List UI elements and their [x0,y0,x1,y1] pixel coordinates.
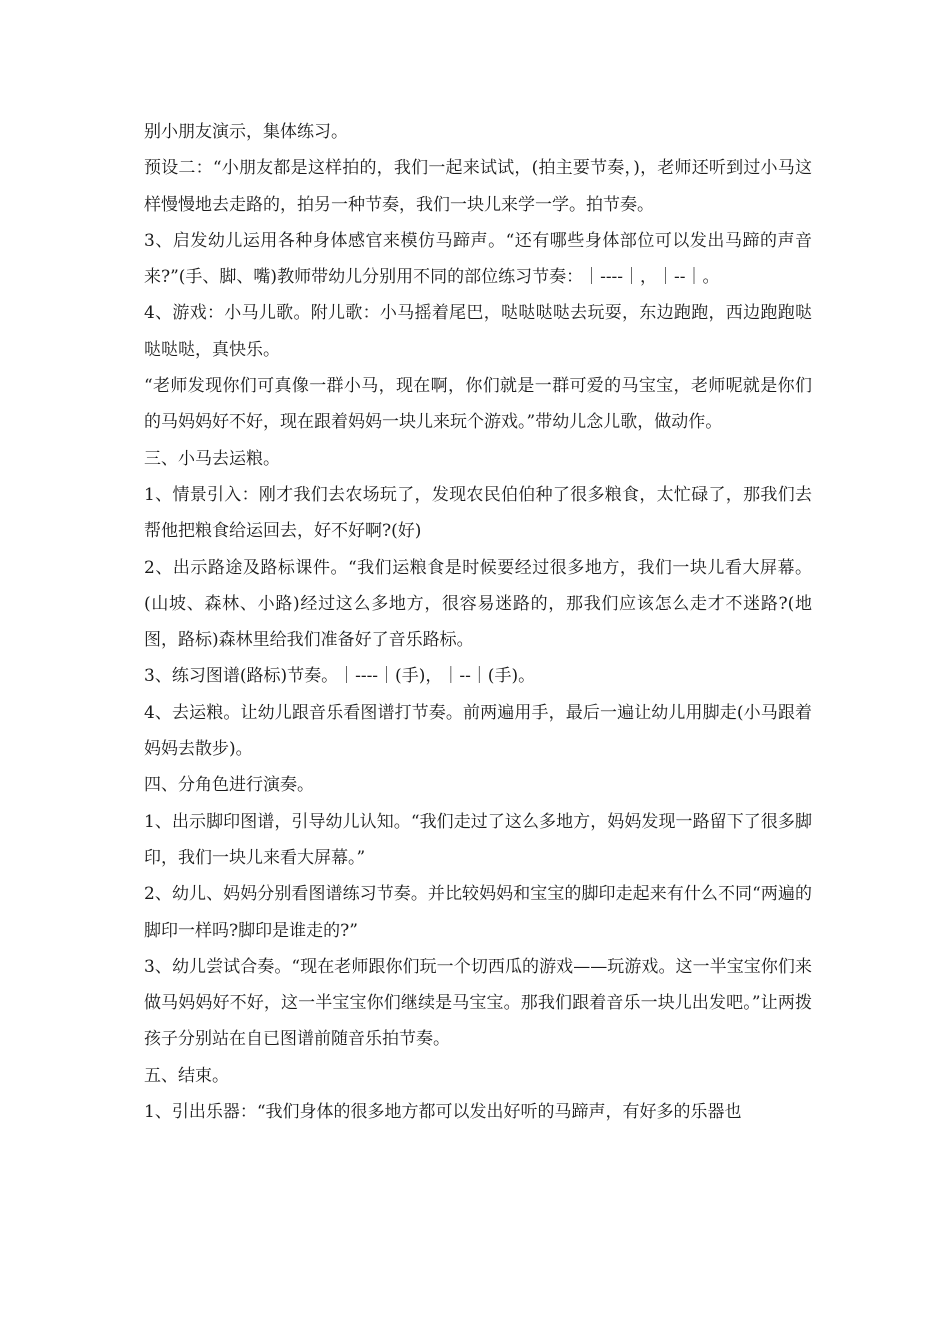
section-heading-4: 四、分角色进行演奏。 [144,775,314,796]
paragraph-teacher-quote: “老师发现你们可真像一群小马，现在啊，你们就是一群可爱的马宝宝，老师呢就是你们的马妈妈好不好，现在跟着妈妈一块儿来玩个游戏。”带幼儿念儿歌，做动作。 [144,376,812,433]
paragraph-compare-footprints: 2、幼儿、妈妈分别看图谱练习节奏。并比较妈妈和宝宝的脚印走起来有什么不同“两遍的脚印一样吗?脚印是谁走的?” [144,884,812,941]
paragraph-preset-two: 预设二：“小朋友都是这样拍的，我们一起来试试，(拍主要节奏，)，老师还听到过小马这样慢慢地去走路的，拍另一种节奏，我们一块儿来学一学。拍节奏。 [144,158,812,215]
paragraph-step-3-body-sounds: 3、启发幼儿运用各种身体感官来模仿马蹄声。“还有哪些身体部位可以发出马蹄的声音来?”(手、脚、嘴)教师带幼儿分别用不同的部位练习节奏：｜----｜，｜--｜。 [144,230,812,288]
paragraph-transport-grain: 4、去运粮。让幼儿跟音乐看图谱打节奏。前两遍用手，最后一遍让幼儿用脚走(小马跟着妈妈去散步)。 [144,702,812,760]
paragraph-instruments: 1、引出乐器：“我们身体的很多地方都可以发出好听的马蹄声，有好多的乐器也 [144,1102,742,1123]
paragraph-step-4-game: 4、游戏：小马儿歌。附儿歌：小马摇着尾巴，哒哒哒哒去玩耍，东边跑跑，西边跑跑哒哒哒哒，真快乐。 [144,303,812,360]
paragraph-practice-rhythm: 3、练习图谱(路标)节奏。｜----｜(手)，｜--｜(手)。 [144,666,536,687]
paragraph-ensemble: 3、幼儿尝试合奏。“现在老师跟你们玩一个切西瓜的游戏——玩游戏。这一半宝宝你们来做马妈妈好不好，这一半宝宝你们继续是马宝宝。那我们跟着音乐一块儿出发吧。”让两拨孩子分别站在自已图谱前随音乐拍节奏。 [144,956,812,1050]
paragraph-route-courseware: 2、出示路途及路标课件。“我们运粮食是时候要经过很多地方，我们一块儿看大屏幕。(山坡、森林、小路)经过这么多地方，很容易迷路的，那我们应该怎么走才不迷路?(地图，路标)森林里给我们准备好了音乐路标。 [144,557,812,651]
paragraph-footprint-chart: 1、出示脚印图谱，引导幼儿认知。“我们走过了这么多地方，妈妈发现一路留下了很多脚印，我们一块儿来看大屏幕。” [144,811,812,868]
section-heading-3: 三、小马去运粮。 [144,448,280,469]
paragraph-continuation: 别小朋友演示，集体练习。 [144,122,348,142]
section-heading-5: 五、结束。 [144,1065,229,1086]
document-page [144,114,812,1130]
paragraph-scene-intro: 1、情景引入：刚才我们去农场玩了，发现农民伯伯种了很多粮食，太忙碌了，那我们去帮他把粮食给运回去，好不好啊?(好) [144,484,812,542]
